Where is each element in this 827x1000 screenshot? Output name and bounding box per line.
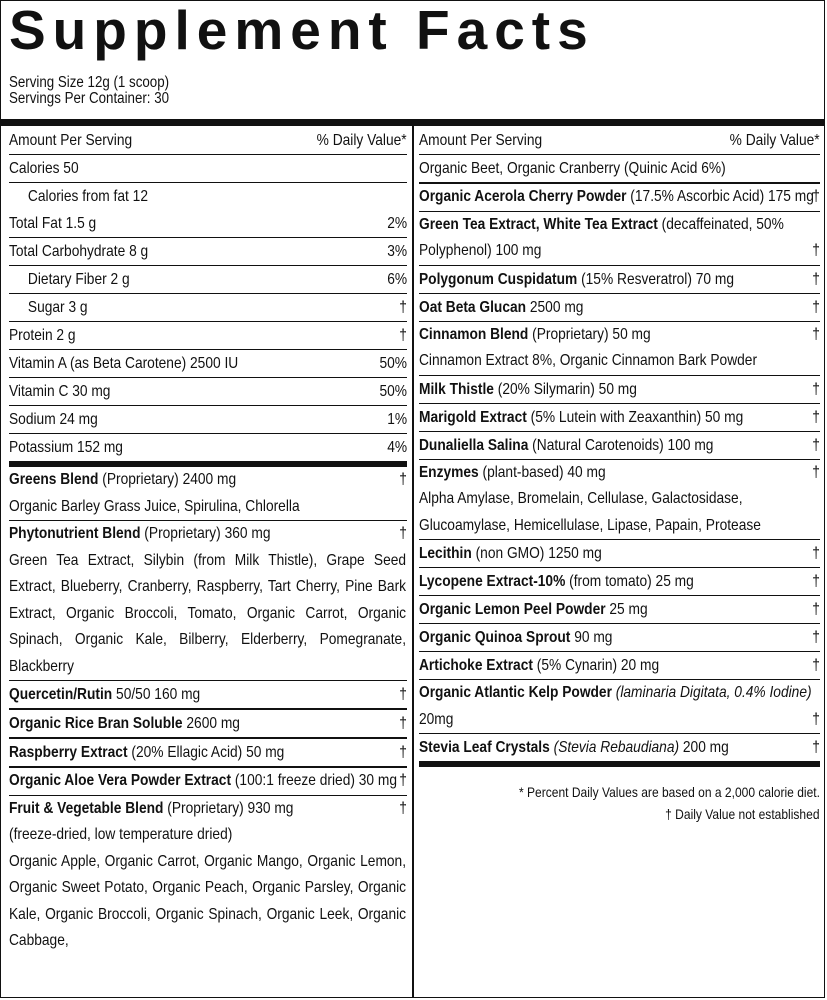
nutrient-row xyxy=(9,350,407,378)
left-column xyxy=(9,127,407,955)
ingredient-row xyxy=(9,739,407,768)
blend-ingredients: Organic Barley Grass Juice, Spirulina, Chlorella xyxy=(9,497,300,515)
ingredient-name: Dunaliella Salina xyxy=(419,436,529,454)
nutrient-row xyxy=(9,434,407,467)
nutrient-row xyxy=(9,183,407,210)
blend-name: Cinnamon Blend xyxy=(419,325,529,343)
blend-dv: † xyxy=(399,799,407,817)
blend-amount: (Proprietary) 930 mg xyxy=(163,799,294,817)
ingredient-row xyxy=(419,596,820,624)
ingredient-amount: 50/50 160 mg xyxy=(112,686,201,703)
ingredient-row xyxy=(419,624,820,652)
ingredient-dv: † xyxy=(812,408,820,426)
ingredient-amount: (5% Lutein with Zeaxanthin) 50 mg xyxy=(526,408,744,426)
nutrient-dv: † xyxy=(399,327,407,344)
nutrient-name: Total Fat 1.5 g xyxy=(9,215,97,232)
servings-per-container: Servings Per Container: 30 xyxy=(9,90,170,107)
ingredient-row xyxy=(419,376,820,404)
serving-info xyxy=(9,75,169,107)
blend-amount: (Proprietary) 50 mg xyxy=(528,325,651,343)
ingredient-name: Organic Acerola Cherry Powder xyxy=(419,188,627,205)
ingredient-dv: † xyxy=(812,545,820,562)
blend-enzymes xyxy=(419,460,820,541)
ingredient-dv: † xyxy=(812,710,820,728)
nutrient-row xyxy=(9,378,407,406)
panel-title: Supplement Facts xyxy=(9,0,595,61)
ingredient-dv: † xyxy=(812,242,820,259)
ingredient-name: Raspberry Extract xyxy=(9,744,128,761)
nutrient-dv: 2% xyxy=(387,215,407,232)
blend-dv: † xyxy=(812,325,820,343)
ingredient-row xyxy=(419,266,820,294)
blend-amount: (Proprietary) 360 mg xyxy=(140,525,271,542)
ingredient-amount: 25 mg xyxy=(605,601,648,618)
nutrient-row xyxy=(9,294,407,322)
nutrient-dv: 3% xyxy=(387,243,407,260)
nutrient-row xyxy=(9,210,407,238)
ingredient-row xyxy=(419,294,820,322)
nutrient-name: Calories 50 xyxy=(9,160,79,177)
nutrient-name: Calories from fat 12 xyxy=(27,188,148,205)
ingredient-dv: † xyxy=(399,744,407,761)
blend-phytonutrient xyxy=(9,521,407,681)
nutrient-dv: 50% xyxy=(379,355,407,372)
ingredient-dv: † xyxy=(399,686,407,703)
ingredient-name: Artichoke Extract xyxy=(419,657,533,674)
ingredient-aloe-vera xyxy=(9,768,407,796)
blend-name: Greens Blend xyxy=(9,471,99,488)
ingredient-amount: (15% Resveratrol) 70 mg xyxy=(577,270,735,288)
column-header xyxy=(9,127,407,155)
nutrient-name: Total Carbohydrate 8 g xyxy=(9,243,149,260)
blend-dv: † xyxy=(399,525,407,542)
blend-fruit-vegetable xyxy=(9,796,407,955)
ingredient-species: (laminaria Digitata, 0.4% Iodine) xyxy=(615,684,812,701)
ingredient-dv: † xyxy=(812,298,820,316)
ingredient-name: Organic Lemon Peel Powder xyxy=(419,601,606,618)
nutrient-name: Dietary Fiber 2 g xyxy=(27,271,130,288)
ingredient-kelp xyxy=(419,680,820,734)
ingredient-dv: † xyxy=(812,573,820,590)
ingredient-dv: † xyxy=(812,436,820,454)
ingredient-dv: † xyxy=(812,657,820,674)
ingredient-name: Quercetin/Rutin xyxy=(9,686,113,703)
nutrient-name: Vitamin C 30 mg xyxy=(9,383,111,400)
blend-amount: (plant-based) 40 mg xyxy=(478,463,606,481)
ingredient-dv: † xyxy=(812,380,820,398)
ingredient-row xyxy=(419,652,820,680)
blend-amount: (Proprietary) 2400 mg xyxy=(98,471,237,488)
ingredient-amount: 20mg xyxy=(419,710,454,728)
nutrient-row xyxy=(9,266,407,294)
ingredient-row xyxy=(419,734,820,767)
ingredient-dv: † xyxy=(812,188,820,205)
ingredient-amount: 200 mg xyxy=(679,739,729,756)
right-column xyxy=(419,127,820,825)
serving-size: Serving Size 12g (1 scoop) xyxy=(9,74,170,91)
nutrient-dv: 4% xyxy=(387,439,407,456)
ingredient-amount: (100:1 freeze dried) 30 mg xyxy=(231,772,398,789)
blend-greens xyxy=(9,467,407,521)
blend-dv: † xyxy=(812,463,820,481)
ingredient-name: Oat Beta Glucan xyxy=(419,298,527,316)
nutrient-row xyxy=(9,238,407,266)
ingredient-amount: (20% Silymarin) 50 mg xyxy=(493,380,637,398)
ingredient-row xyxy=(419,540,820,568)
nutrient-name: Vitamin A (as Beta Carotene) 2500 IU xyxy=(9,355,239,372)
ingredient-amount: 2500 mg xyxy=(526,298,584,316)
ingredient-name: Organic Atlantic Kelp Powder xyxy=(419,684,612,701)
blend-ingredients: Alpha Amylase, Bromelain, Cellulase, Galactosidase, Glucoamylase, Hemicellulase, Lipase, Papain, Protease xyxy=(419,490,761,534)
blend-dv: † xyxy=(399,471,407,488)
ingredient-dv: † xyxy=(812,601,820,618)
ingredient-dv: † xyxy=(812,270,820,288)
ingredient-row xyxy=(9,710,407,739)
nutrient-dv: 1% xyxy=(387,411,407,428)
blend-cinnamon xyxy=(419,322,820,376)
column-divider xyxy=(412,126,414,997)
nutrient-row xyxy=(9,322,407,350)
blend-ingredients-continued: Organic Beet, Organic Cranberry (Quinic Acid 6%) xyxy=(419,160,726,177)
blend-ingredients: Organic Apple, Organic Carrot, Organic Mango, Organic Lemon, Organic Sweet Potato, Organic Peach, Organic Parsley, Organic Kale, Organic Broccoli, Organic Spinach, Organic Leek, Organic Cabbage, xyxy=(9,852,407,949)
blend-name: Phytonutrient Blend xyxy=(9,525,141,542)
ingredient-row xyxy=(9,681,407,710)
nutrient-dv: 50% xyxy=(379,383,407,400)
nutrient-name: Protein 2 g xyxy=(9,327,76,344)
ingredient-dv: † xyxy=(399,772,407,789)
ingredient-amount: (Natural Carotenoids) 100 mg xyxy=(528,436,714,454)
ingredient-name: Stevia Leaf Crystals xyxy=(419,739,550,756)
blend-name: Fruit & Vegetable Blend xyxy=(9,799,164,817)
top-divider xyxy=(1,119,824,126)
continuation-row xyxy=(419,155,820,184)
ingredient-row xyxy=(419,432,820,460)
ingredient-name: Lycopene Extract-10% xyxy=(419,573,566,590)
ingredient-species: (Stevia Rebaudiana) xyxy=(553,739,680,756)
footnote-not-established: † Daily Value not established xyxy=(665,806,820,822)
blend-ingredients: Green Tea Extract, Silybin (from Milk Thistle), Grape Seed Extract, Blueberry, Cranberry, Raspberry, Tart Cherry, Pine Bark Extract, Organic Broccoli, Tomato, Organic Carrot, Organic Spinach, Organic Kale, Bilberry, Elderberry, Pomegranate, Blackberry xyxy=(9,551,407,675)
ingredient-green-tea xyxy=(419,212,820,266)
nutrient-dv: 6% xyxy=(387,271,407,288)
dv-header: % Daily Value* xyxy=(317,132,407,149)
dv-header: % Daily Value* xyxy=(730,132,820,149)
ingredient-amount: 2600 mg xyxy=(182,715,240,732)
ingredient-dv: † xyxy=(399,715,407,732)
nutrient-name: Sodium 24 mg xyxy=(9,411,98,428)
footnotes xyxy=(419,781,820,825)
ingredient-name: Polygonum Cuspidatum xyxy=(419,270,578,288)
nutrient-row xyxy=(9,406,407,434)
ingredient-amount: (17.5% Ascorbic Acid) 175 mg xyxy=(626,188,814,205)
ingredient-amount: (from tomato) 25 mg xyxy=(565,573,694,590)
nutrient-dv: † xyxy=(399,299,407,316)
ingredient-dv: † xyxy=(812,629,820,646)
amount-header: Amount Per Serving xyxy=(419,132,543,149)
ingredient-name: Organic Aloe Vera Powder Extract xyxy=(9,772,232,789)
ingredient-amount: (5% Cynarin) 20 mg xyxy=(532,657,660,674)
ingredient-dv: † xyxy=(812,739,820,756)
ingredient-amount: (20% Ellagic Acid) 50 mg xyxy=(127,744,285,761)
column-header xyxy=(419,127,820,155)
blend-ingredients: Cinnamon Extract 8%, Organic Cinnamon Bark Powder xyxy=(419,352,758,369)
ingredient-name: Milk Thistle xyxy=(419,380,494,398)
ingredient-name: Marigold Extract xyxy=(419,408,527,426)
nutrient-row xyxy=(9,155,407,183)
nutrient-name: Potassium 152 mg xyxy=(9,439,123,456)
ingredient-name: Organic Quinoa Sprout xyxy=(419,629,571,646)
ingredient-row xyxy=(419,568,820,596)
blend-processing: (freeze-dried, low temperature dried) xyxy=(9,826,233,843)
amount-header: Amount Per Serving xyxy=(9,132,133,149)
ingredient-acerola xyxy=(419,184,820,212)
ingredient-name: Organic Rice Bran Soluble xyxy=(9,715,183,732)
ingredient-name: Lecithin xyxy=(419,545,472,562)
blend-name: Enzymes xyxy=(419,463,479,481)
ingredient-row xyxy=(419,404,820,432)
ingredient-name: Green Tea Extract, White Tea Extract xyxy=(419,215,658,233)
ingredient-amount: 90 mg xyxy=(570,629,613,646)
nutrient-name: Sugar 3 g xyxy=(27,299,88,316)
ingredient-amount: (non GMO) 1250 mg xyxy=(471,545,602,562)
ingredient-amount: (decaffeinated, 50% Polyphenol) 100 mg xyxy=(419,215,784,259)
footnote-daily-values: * Percent Daily Values are based on a 2,000 calorie diet. xyxy=(519,784,820,800)
